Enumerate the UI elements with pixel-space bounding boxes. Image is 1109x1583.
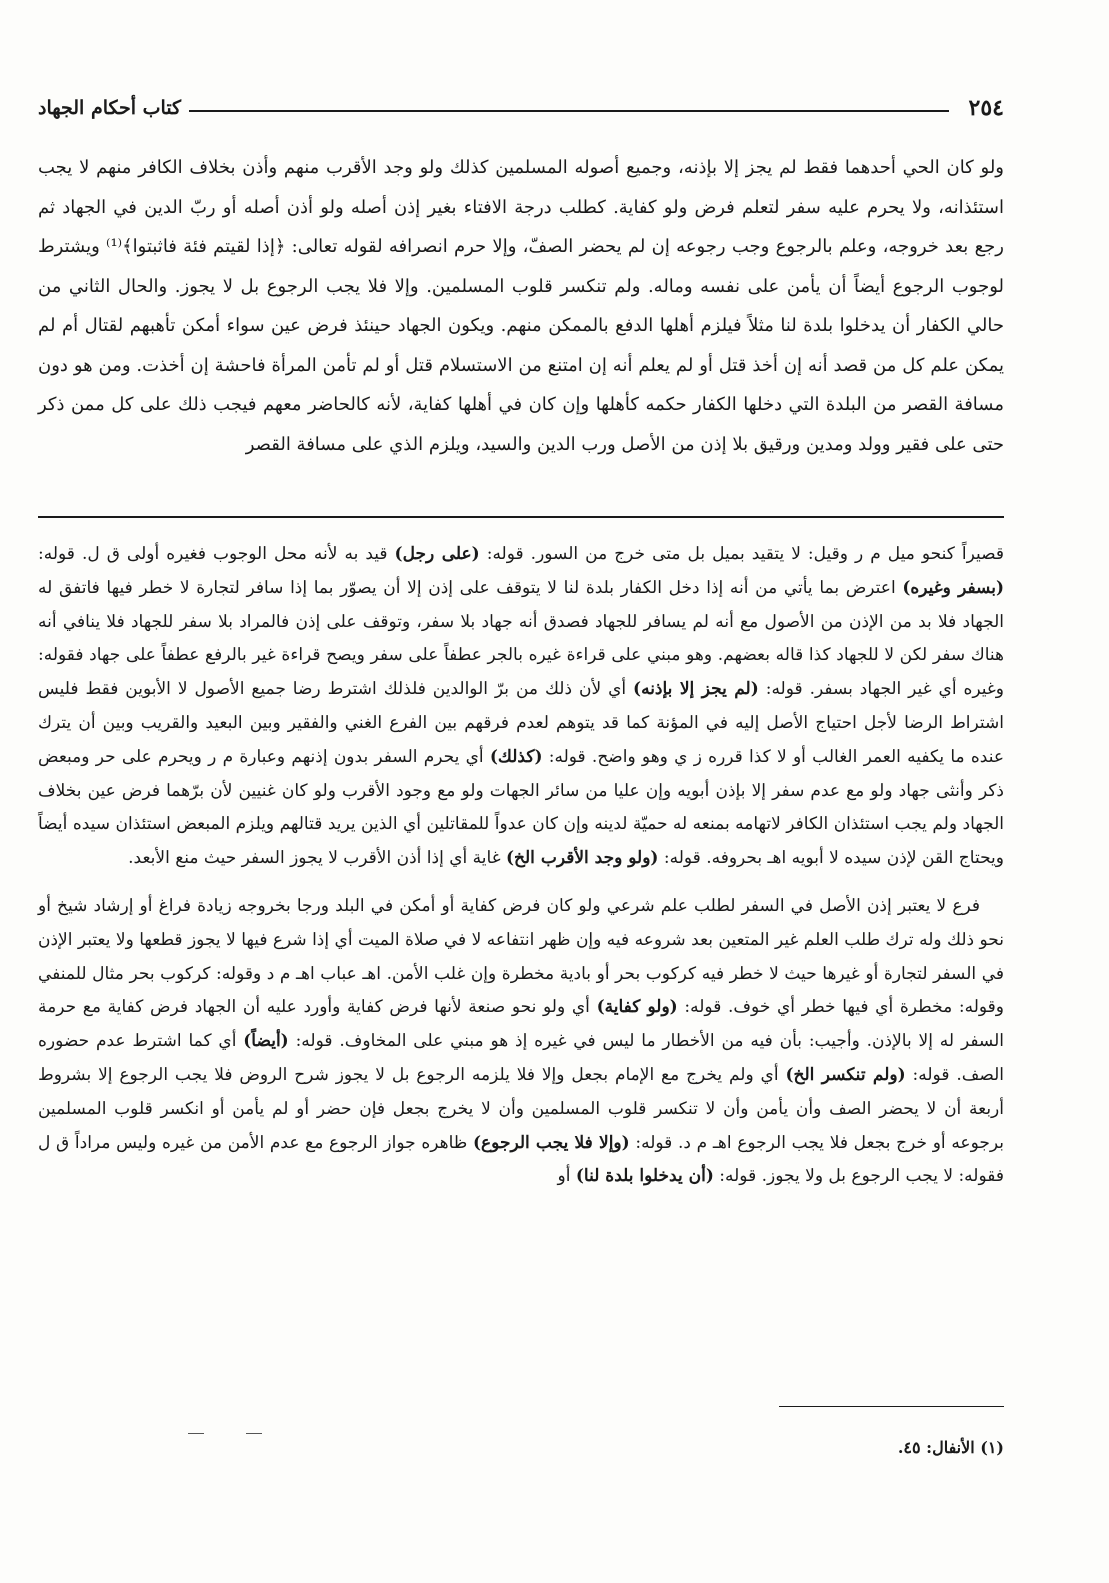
margin-mark <box>246 1433 262 1434</box>
quoted-lemma: (على رجل) <box>394 544 480 564</box>
commentary-text: أي لأن ذلك من برّ الوالدين فلذلك اشترط رضا جميع الأصول لا الأبوين فقط فليس اشتراط الرضا لأجل احتياج الأصل إليه في المؤنة كما قد يتوهم لعدم فرقهم بين الفرع الغني والفقير وبين البعيد والقريب وبين أن يترك عنده ما يكفيه العمر الغالب أو لا كذا قرره ز ي وهو واضح. قوله: <box>38 679 1004 767</box>
margin-mark <box>188 1433 204 1434</box>
quoted-lemma: (بسفر وغيره) <box>902 577 1004 598</box>
commentary-text: غاية أي إذا أذن الأقرب لا يجوز السفر حيث منع الأبعد. <box>128 848 506 869</box>
main-text-block <box>38 148 1004 464</box>
page-number: ٢٥٤ <box>968 95 1004 121</box>
quoted-lemma: (ولم تنكسر الخ) <box>785 1064 906 1085</box>
quoted-lemma: (ولو كفاية) <box>596 997 678 1018</box>
commentary-text: أي كما اشترط عدم حضوره الصف. قوله: <box>38 1031 1004 1085</box>
commentary-text: أي ولم يخرج مع الإمام بجعل وإلا فلا يلزمه الرجوع بل لا يجوز شرح الروض فلا يجب الرجوع إلا بشروط أربعة أن لا يحضر الصف وأن يأمن وأن لا تنكسر قلوب المسلمين وأن لا يخرج بجعل فإن حضر أو لم يأمن أو انكسر قلوب المسلمين برجوعه أو خرج بجعل فلا يجب الرجوع اهـ م د. قوله: <box>38 1064 1004 1153</box>
commentary-text: قصيراً كنحو ميل م ر وقيل: لا يتقيد بميل بل متى خرج من السور. قوله: <box>479 544 1004 564</box>
commentary-block <box>38 538 1004 1194</box>
commentary-text: أي يحرم السفر بدون إذنهم وعبارة م ر ويحرم على حر ومبعض ذكر وأنثى جهاد ولو مع عدم سفر إلا بإذن أبويه وإن عليا من سائر الجهات ولو مع وجود الأقرب ولو كان غنيين لأن برّهما فرض عين بخلاف الجهاد ولم يجب استئذان الكافر لاتهامه بمنعه له حميّة لدينه وإن كان عدواً للمقاتلين أي الذين يريد قتالهم ويلزم المبعض استئذان سيده أيضاً ويحتاج القن لإذن سيده لا أبويه اهـ بحروفه. قوله: <box>38 746 1004 869</box>
quoted-lemma: (كذلك) <box>489 746 543 767</box>
header-rule <box>189 110 948 112</box>
commentary-text: فرع لا يعتبر إذن الأصل في السفر لطلب علم شرعي ولو كان فرض كفاية أو أمكن في البلد ورجا بخروجه زيادة فراغ أو إرشاد شيخ أو نحو ذلك وله ترك طلب العلم غير المتعين بعد شروعه فيه وإن ظهر انتفاعه لا في صلاة الميت أي إذا شرع فيها لا يجوز قطعها ولا يعتبر الإذن في السفر لتجارة أو غيرها حيث لا خطر فيه كركوب بحر أو بادية مخطرة وإن غلب الأمن. اهـ عباب اهـ م د وقوله: كركوب بحر مثال للمنفي وقوله: مخطرة أي فيها خطر أي خوف. قوله: <box>38 895 1004 1018</box>
quoted-lemma: (لم يجز إلا بإذنه) <box>633 679 759 700</box>
book-title: كتاب أحكام الجهاد <box>38 97 182 119</box>
quoted-lemma: (ولو وجد الأقرب الخ) <box>505 848 659 869</box>
commentary-text: اعترض بما يأتي من أنه إذا دخل الكفار بلدة لنا لا يتوقف على إذن إلا أن يصوّر بما إذا سافر لتجارة لا خطر فيها فاتفق له الجهاد فلا بد من الإذن من الأصول مع أنه لم يسافر للجهاد فصدق أنه جهاد بلا سفر، وتوقف على إذن فالمراد بلا سفر للجهاد فلا ينافي أنه هناك سفر لكن لا للجهاد كذا قاله بعضهم. وهو مبني على قراءة غيره بالجر عطفاً على سفر ويصح قراءة غير بالرفع عطفاً على جهاد فقوله: وغيره أي غير الجهاد بسفر. قوله: <box>38 577 1004 700</box>
commentary-paragraph-1 <box>38 538 1004 876</box>
footnote-separator <box>779 1406 1004 1407</box>
quoted-lemma: (أيضاً) <box>243 1031 289 1052</box>
footnote: (١) الأنفال: ٤٥. <box>897 1438 1004 1457</box>
commentary-text: ظاهره جواز الرجوع مع عدم الأمن من غيره وليس مراداً ق ل فقوله: لا يجب الرجوع بل ولا يجوز. قوله: <box>38 1132 1004 1187</box>
quoted-lemma: (وإلا فلا يجب الرجوع) <box>472 1132 630 1153</box>
commentary-paragraph-2 <box>38 890 1004 1194</box>
commentary-text: أو <box>557 1166 576 1187</box>
section-separator <box>38 516 1004 518</box>
commentary-text: قيد به لأنه محل الوجوب فغيره أولى ق ل. قوله: <box>38 544 395 564</box>
commentary-text: أي ولو نحو صنعة لأنها فرض كفاية وأورد عليه أن الجهاد فرض كفاية مع حرمة السفر له إلا بالإذن. وأجيب: بأن فيه من الأخطار ما ليس في غيره إذ هو مبني على المخاوف. قوله: <box>38 997 1004 1052</box>
quoted-lemma: (أن يدخلوا بلدة لنا) <box>575 1166 714 1187</box>
main-text: ولو كان الحي أحدهما فقط لم يجز إلا بإذنه، وجميع أصوله المسلمين كذلك ولو وجد الأقرب منهم وأذن بخلاف الكافر منهم لا يجب استئذانه، ولا يحرم عليه سفر لتعلم فرض ولو كفاية. كطلب درجة الافتاء بغير إذن أصله ولو أذن أصله أو ربّ الدين في الجهاد ثم رجع بعد خروجه، وعلم بالرجوع وجب رجوعه إن لم يحضر الصفّ، وإلا حرم انصرافه لقوله تعالى: ﴿إذا لقيتم فئة فاثبتوا﴾⁽¹⁾ ويشترط لوجوب الرجوع أيضاً أن يأمن على نفسه وماله. ولم تنكسر قلوب المسلمين. وإلا فلا يجب الرجوع بل لا يجوز. والحال الثاني من حالي الكفار أن يدخلوا بلدة لنا مثلاً فيلزم أهلها الدفع بالممكن منهم. ويكون الجهاد حينئذ فرض عين سواء أمكن تأهبهم لقتال أم لم يمكن علم كل من قصد أنه إن أخذ قتل أو لم يعلم أنه إن امتنع من الاستسلام قتل أو لم تأمن المرأة فاحشة إن أخذت. ومن هو دون مسافة القصر من البلدة التي دخلها الكفار حكمه كأهلها وإن كان في أهلها كفاية، لأنه كالحاضر معهم فيجب ذلك على كل ممن ذكر حتى على فقير وولد ومدين ورقيق بلا إذن من الأصل ورب الدين والسيد، ويلزم الذي على مسافة القصر <box>38 157 1004 455</box>
page-header <box>38 88 1004 128</box>
